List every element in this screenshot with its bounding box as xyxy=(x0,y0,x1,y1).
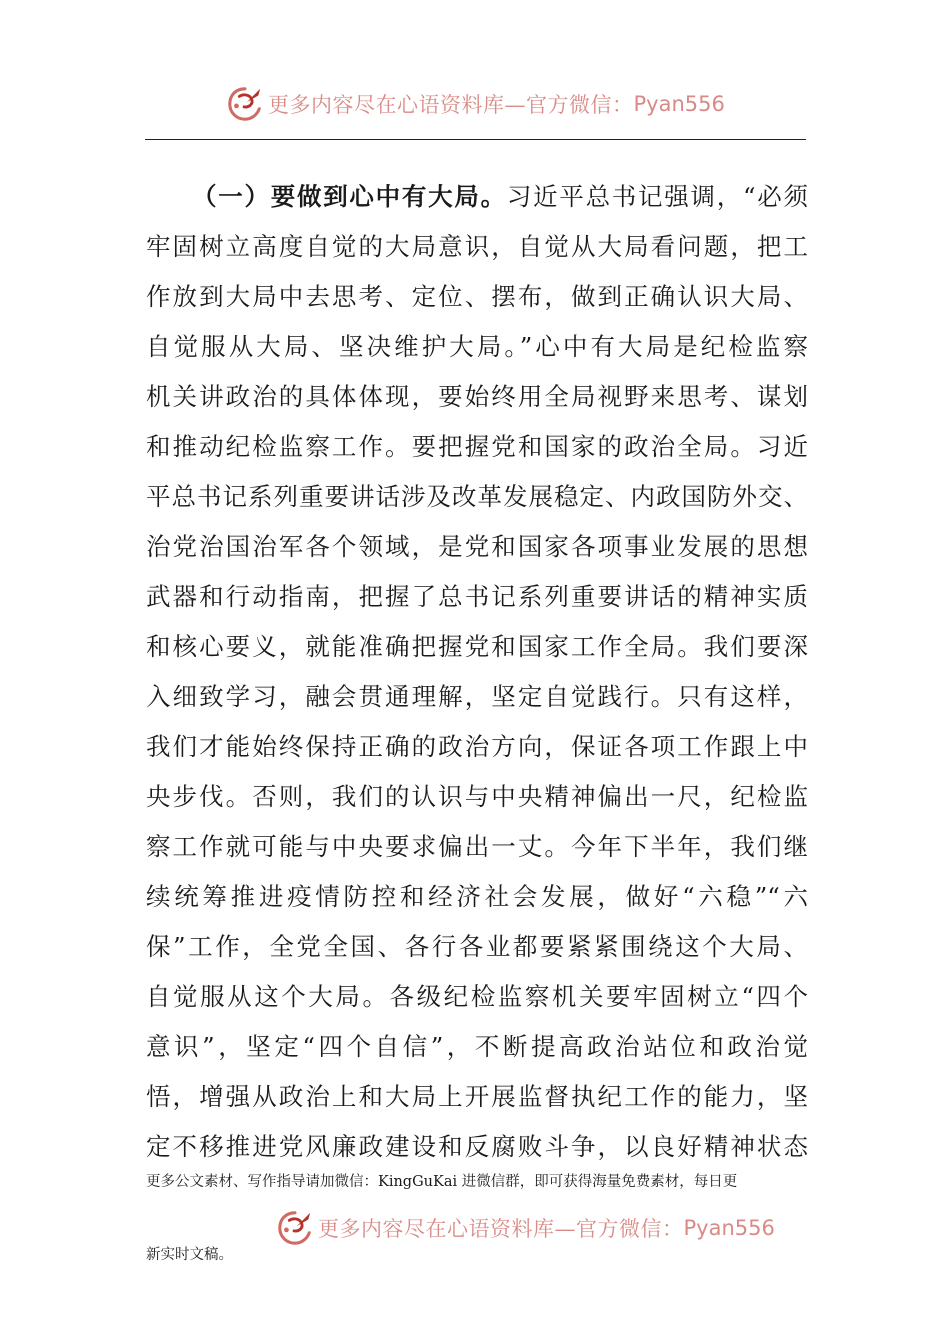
paragraph-line: 牢固树立高度自觉的大局意识，自觉从大局看问题，把工 xyxy=(146,232,808,261)
paragraph-line: 悟，增强从政治上和大局上开展监督执纪工作的能力，坚 xyxy=(146,1082,808,1111)
quill-swirl-logo-icon xyxy=(276,1209,314,1247)
header-divider xyxy=(145,139,806,140)
first-line-text: 习近平总书记强调，“必须 xyxy=(506,182,808,211)
paragraph-line: 治党治国治军各个领域，是党和国家各项事业发展的思想 xyxy=(146,532,808,561)
paragraph-line: 央步伐。否则，我们的认识与中央精神偏出一尺，纪检监 xyxy=(146,782,808,811)
header-watermark xyxy=(226,84,725,124)
paragraph-line: 意识”，坚定“四个自信”，不断提高政治站位和政治觉 xyxy=(146,1032,808,1061)
paragraph-line: 武器和行动指南，把握了总书记系列重要讲话的精神实质 xyxy=(146,582,808,611)
watermark-account: Pyan556 xyxy=(683,1216,775,1240)
paragraph-line: 作放到大局中去思考、定位、摆布，做到正确认识大局、 xyxy=(146,282,808,311)
paragraph-line: 定不移推进党风廉政建设和反腐败斗争，以良好精神状态 xyxy=(146,1132,808,1161)
footer-note-line-2: 新实时文稿。 xyxy=(146,1247,233,1263)
paragraph-line: 和核心要义，就能准确把握党和国家工作全局。我们要深 xyxy=(146,632,808,661)
paragraph-line: 和推动纪检监察工作。要把握党和国家的政治全局。习近 xyxy=(146,432,808,461)
paragraph-line: 续统筹推进疫情防控和经济社会发展，做好“六稳”“六 xyxy=(146,882,808,911)
footer-watermark xyxy=(276,1208,775,1248)
body-paragraph xyxy=(146,172,808,1172)
watermark-text: 更多内容尽在心语资料库—官方微信： xyxy=(318,1217,684,1241)
section-heading: （一）要做到心中有大局。 xyxy=(192,182,507,211)
paragraph-line: 保”工作，全党全国、各行各业都要紧紧围绕这个大局、 xyxy=(146,932,808,961)
paragraph-line: 自觉服从大局、坚决维护大局。”心中有大局是纪检监察 xyxy=(146,332,808,361)
footer-note-line-1: 更多公文素材、写作指导请加微信：KingGuKai 进微信群，即可获得海量免费素材，每日更 xyxy=(146,1174,738,1190)
watermark-text: 更多内容尽在心语资料库—官方微信： xyxy=(268,93,634,117)
watermark-account: Pyan556 xyxy=(633,92,725,116)
paragraph-line: 自觉服从这个大局。各级纪检监察机关要牢固树立“四个 xyxy=(146,982,808,1011)
paragraph-line: 平总书记系列重要讲话涉及改革发展稳定、内政国防外交、 xyxy=(146,482,808,511)
paragraph-line: 机关讲政治的具体体现，要始终用全局视野来思考、谋划 xyxy=(146,382,808,411)
paragraph-line-first xyxy=(146,172,808,222)
paragraph-line: 察工作就可能与中央要求偏出一丈。今年下半年，我们继 xyxy=(146,832,808,861)
paragraph-line: 入细致学习，融会贯通理解，坚定自觉践行。只有这样， xyxy=(146,682,808,711)
quill-swirl-logo-icon xyxy=(226,85,264,123)
paragraph-line: 我们才能始终保持正确的政治方向，保证各项工作跟上中 xyxy=(146,732,808,761)
